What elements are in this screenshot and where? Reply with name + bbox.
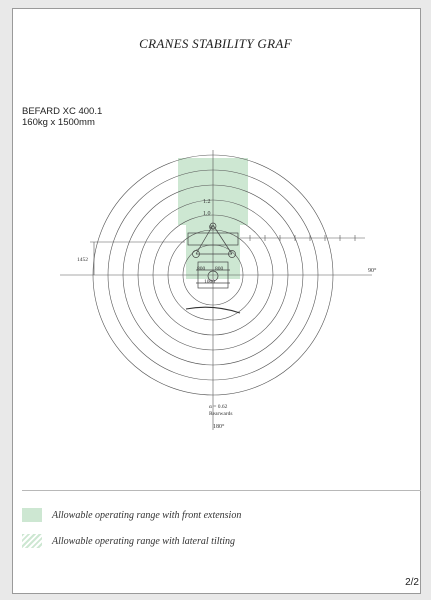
legend-front-label: Allowable operating range with front extension [52,509,242,521]
rear-alpha-label: α = 0.62 [209,404,228,410]
legend-divider [22,490,421,491]
angle-90-label: 90° [368,268,377,274]
legend-lateral-label: Allowable operating range with lateral tilting [52,535,236,547]
legend-item-front [22,506,241,524]
dimension-1452 [90,242,185,275]
dimension-800-right-label: 800 [215,266,224,272]
dimension-base-label: 1000 [204,279,215,285]
dimension-1452-label: 1452 [77,257,88,263]
crane-model: BEFARD XC 400.1 [22,106,103,117]
page-number: 2/2 [405,577,419,588]
legend-item-lateral [22,532,235,550]
rear-label: Rearwards [209,411,233,417]
ring-label-0: 0. [209,225,214,231]
dimension-800-left-label: 800 [197,266,206,272]
document-title: CRANES STABILITY GRAF [139,36,292,51]
lateral-tilting-swatch [22,534,42,548]
ring-label-1.0: 1.0 [203,211,211,217]
front-extension-swatch [22,508,42,522]
crane-spec: 160kg x 1500mm [22,117,95,128]
ring-label-1.2: 1.2 [203,199,211,205]
angle-180-label: 180° [213,424,225,430]
